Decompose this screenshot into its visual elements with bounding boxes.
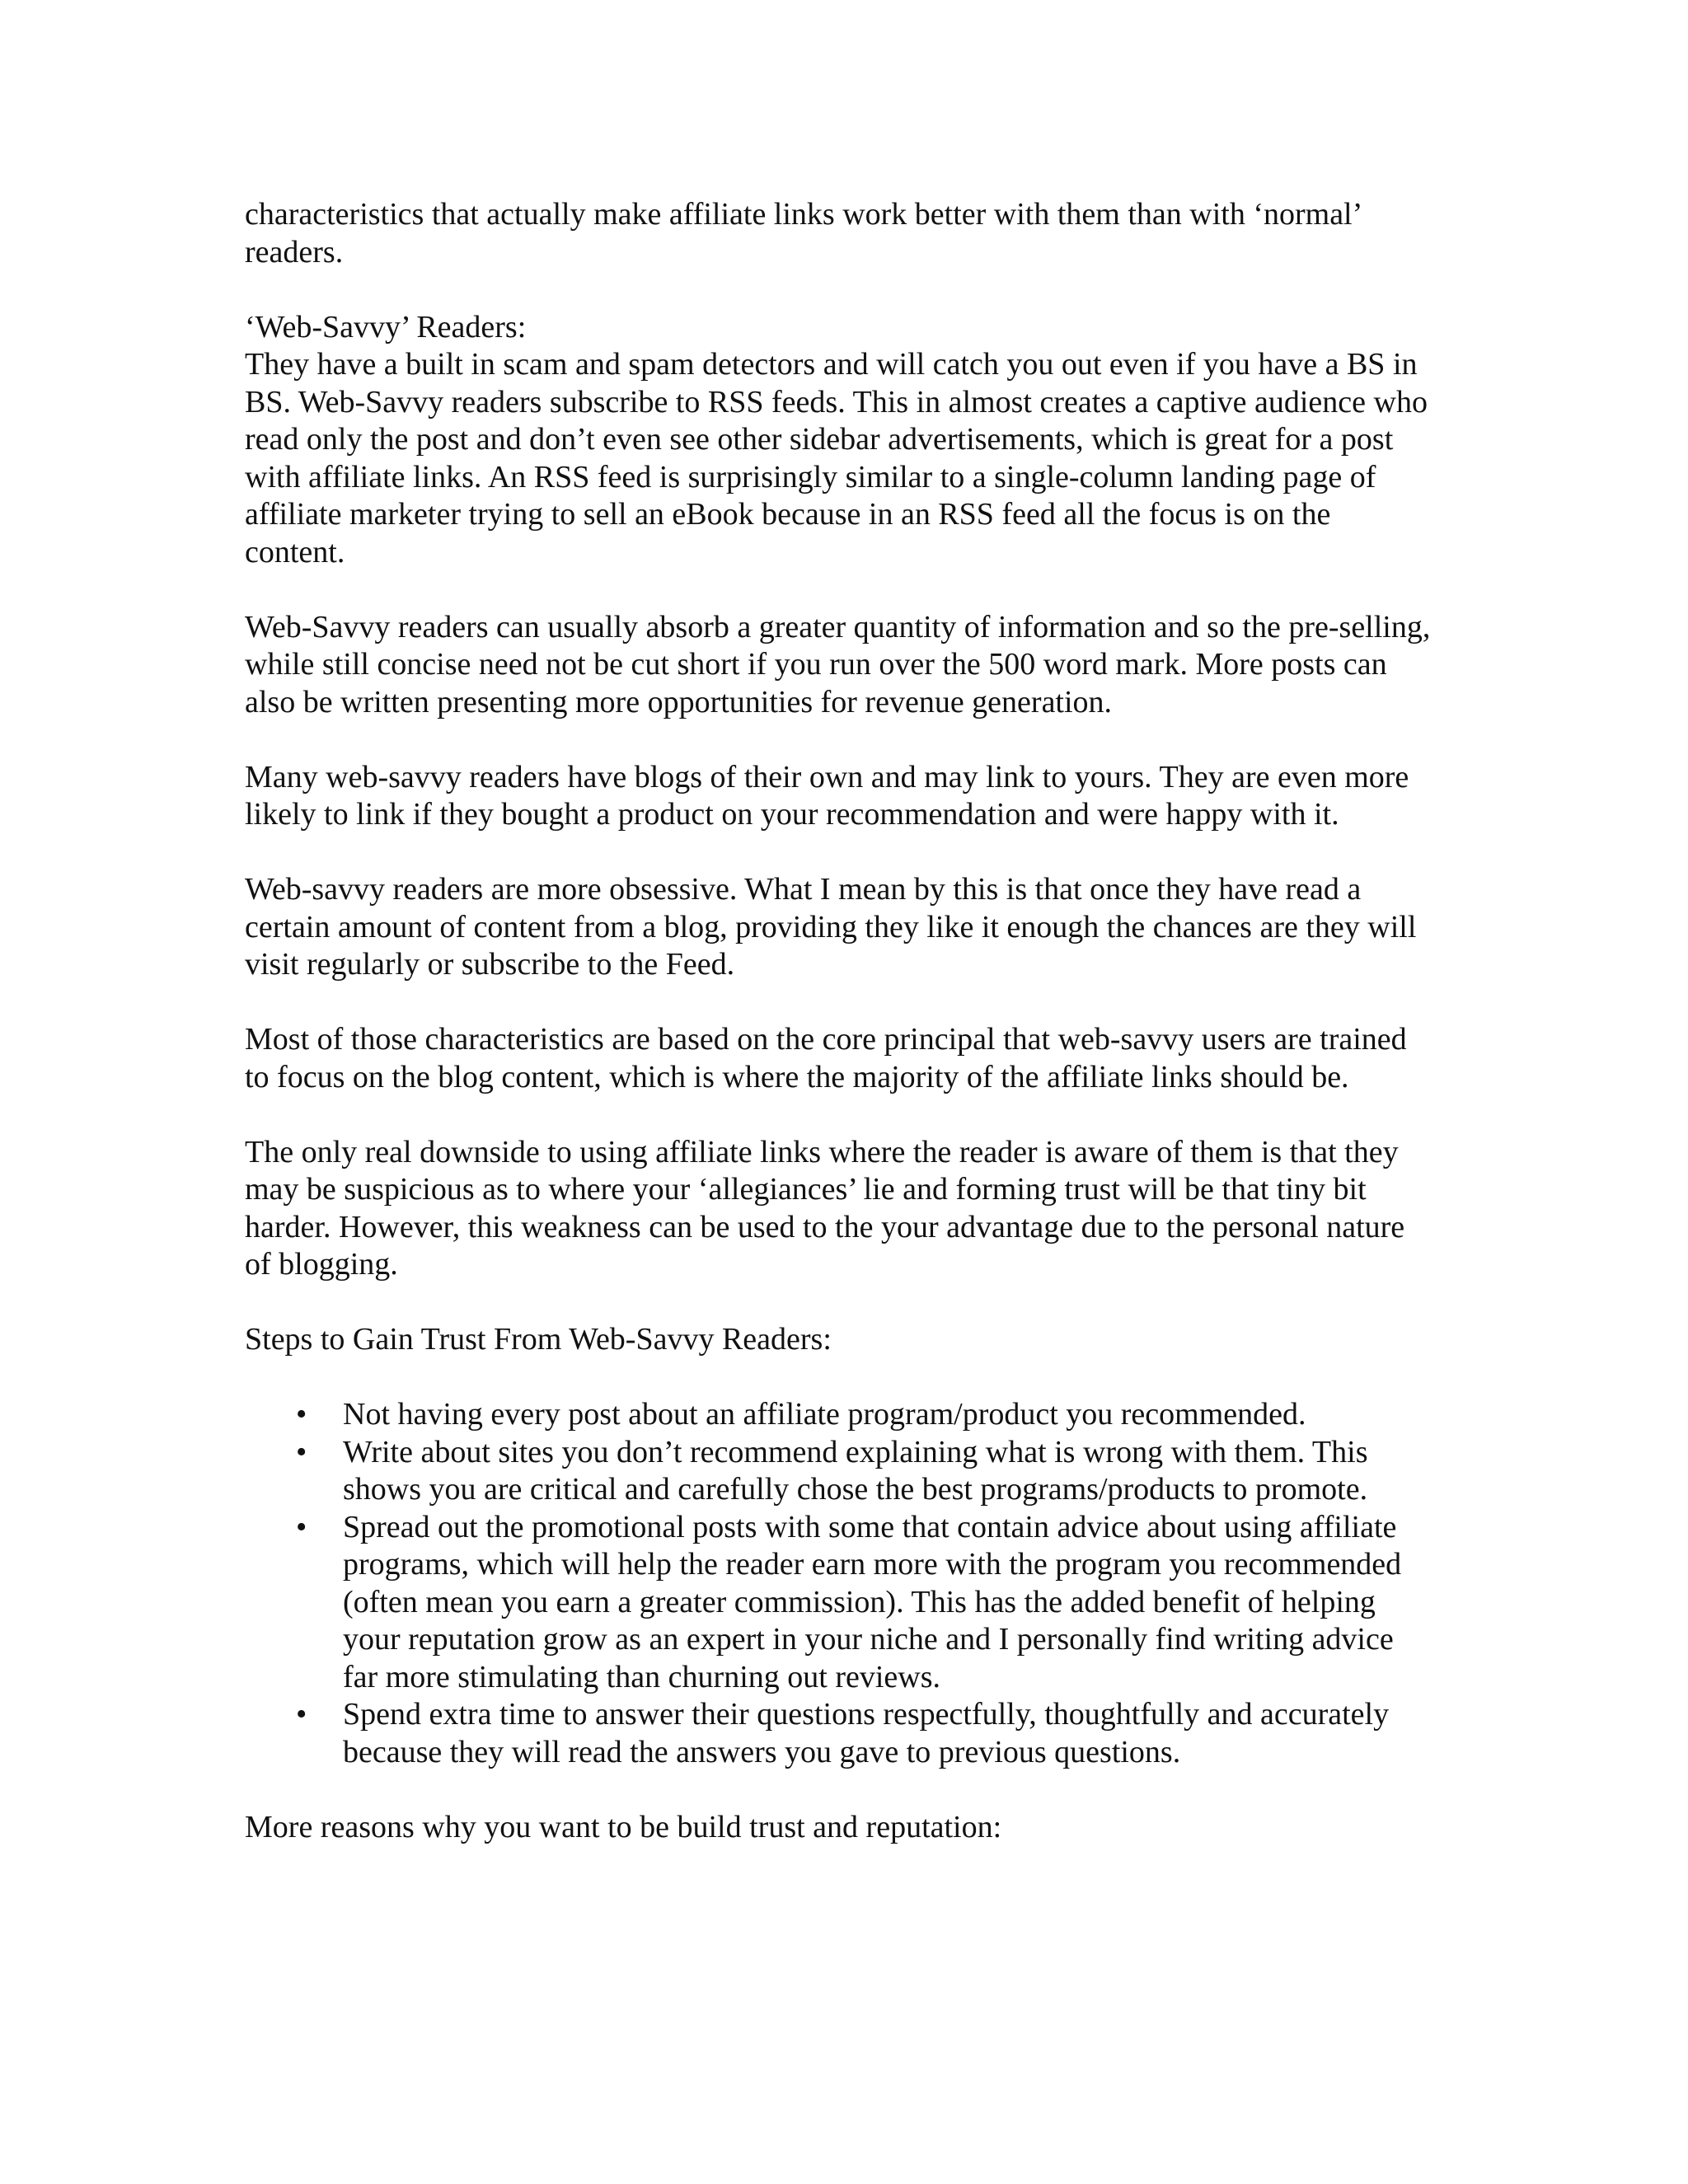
paragraph-blogs-of-their-own: Many web-savvy readers have blogs of their own and may link to yours. They are even more likely to link if they bought a product on your recommendation and were happy with it. [245,759,1409,832]
list-item-text: Write about sites you don’t recommend explaining what is wrong with them. This shows you are critical and carefully chose the best programs/products to promote. [343,1434,1368,1507]
list-item-text: Spread out the promotional posts with some that contain advice about using affiliate programs, which will help the reader earn more with the program you recommended (often mean you earn a greater commission). This has the added benefit of helping your reputation grow as an expert in your niche and I personally find writing advice far more stimulating than churning out reviews. [343,1509,1402,1694]
heading-steps-to-gain-trust: Steps to Gain Trust From Web-Savvy Readers: [245,1322,832,1357]
list-item [245,1434,1432,1509]
paragraph-core-principal: Most of those characteristics are based on the core principal that web-savvy users are trained to focus on the blog content, which is where the majority of the affiliate links should be. [245,1022,1407,1094]
paragraph-information-quantity: Web-Savvy readers can usually absorb a greater quantity of information and so the pre-selling, while still concise need not be cut short if you run over the 500 word mark. More posts can also be written presenting more opportunities for revenue generation. [245,609,1431,719]
paragraph-web-savvy-body: They have a built in scam and spam detectors and will catch you out even if you have a BS in BS. Web-Savvy readers subscribe to RSS feeds. This in almost creates a captive audience who read only the post and don’t even see other sidebar advertisements, which is great for a post with affiliate links. An RSS feed is surprisingly similar to a single-column landing page of affiliate marketer trying to sell an eBook because in an RSS feed all the focus is on the content. [245,347,1428,569]
bullet-icon: • [296,1697,307,1732]
list-item-text: Not having every post about an affiliate program/product you recommended. [343,1397,1306,1432]
paragraph-more-reasons: More reasons why you want to be build trust and reputation: [245,1809,1002,1844]
steps-bullet-list [245,1396,1432,1771]
paragraph-intro: characteristics that actually make affiliate links work better with them than with ‘normal’ readers. [245,197,1361,269]
paragraph-web-savvy-readers [245,309,1432,572]
paragraph-obsessive-readers: Web-savvy readers are more obsessive. What I mean by this is that once they have read a certain amount of content from a blog, providing they like it enough the chances are they will visit regularly or subscribe to the Feed. [245,872,1417,982]
list-item [245,1509,1432,1697]
list-item [245,1396,1432,1434]
list-item-text: Spend extra time to answer their questions respectfully, thoughtfully and accurately because they will read the answers you gave to previous questions. [343,1697,1390,1769]
document-body [245,196,1432,1884]
paragraph-downside: The only real downside to using affiliate links where the reader is aware of them is that they may be suspicious as to where your ‘allegiances’ lie and forming trust will be that tiny bit harder. However, this weakness can be used to the your advantage due to the personal nature of blogging. [245,1134,1405,1282]
section-heading-web-savvy-readers: ‘Web-Savvy’ Readers: [245,309,527,344]
bullet-icon: • [296,1397,307,1432]
list-item [245,1696,1432,1771]
bullet-icon: • [296,1434,307,1469]
bullet-icon: • [296,1509,307,1544]
